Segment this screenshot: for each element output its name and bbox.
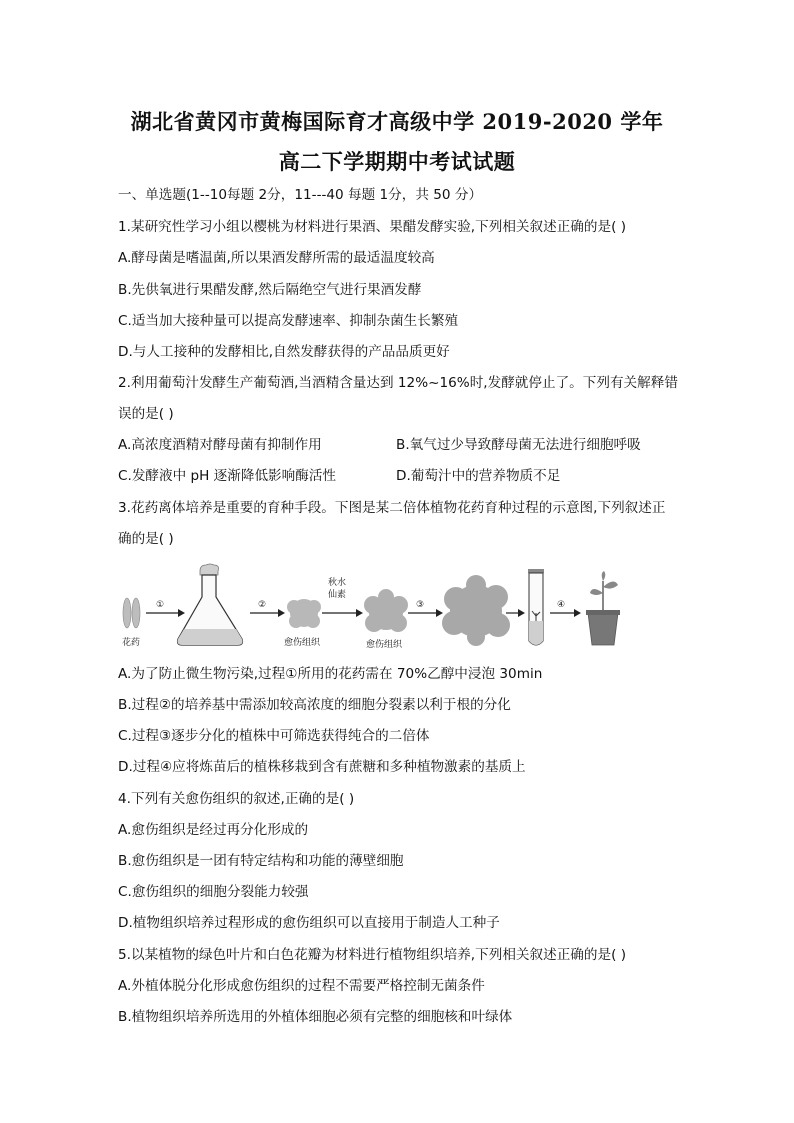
page-subtitle: 高二下学期期中考试试题 (278, 149, 516, 174)
page-title: 湖北省黄冈市黄梅国际育才高级中学 2019-2020 学年 (130, 109, 664, 134)
test-tube-icon (528, 569, 544, 645)
label-callus-2: 愈伤组织 (366, 640, 403, 650)
question-3-stem-line2: 确的是( ) (118, 531, 174, 547)
question-5-option-a: A.外植体脱分化形成愈伤组织的过程不需要严格控制无菌条件 (118, 978, 485, 994)
question-1-option-a: A.酵母菌是嗜温菌,所以果酒发酵所需的最适温度较高 (118, 250, 435, 266)
label-anther: 花药 (122, 638, 141, 648)
question-3-stem-line1: 3.花药离体培养是重要的育种手段。下图是某二倍体植物花药育种过程的示意图,下列叙述正 (118, 500, 666, 516)
arrow-step-4 (550, 609, 581, 617)
question-3-option-d: D.过程④应将炼苗后的植株移栽到含有蔗糖和多种植物激素的基质上 (118, 759, 526, 775)
seedling-cluster-icon (442, 575, 510, 646)
question-1-option-c: C.适当加大接种量可以提高发酵速率、抑制杂菌生长繁殖 (118, 313, 459, 329)
question-2-stem-line1: 2.利用葡萄汁发酵生产葡萄酒,当酒精含量达到 12%~16%时,发酵就停止了。下列有关解释错 (118, 375, 678, 391)
arrow-colchicine (322, 609, 363, 617)
question-2-option-c: C.发酵液中 pH 逐渐降低影响酶活性 (118, 468, 337, 484)
arrow-to-tube (506, 609, 525, 617)
question-3-option-a: A.为了防止微生物污染,过程①所用的花药需在 70%乙醇中浸泡 30min (118, 666, 543, 682)
step-2-label: ② (258, 600, 267, 610)
question-1-option-b: B.先供氧进行果醋发酵,然后隔绝空气进行果酒发酵 (118, 282, 422, 298)
callus-small-icon (287, 599, 321, 628)
arrow-step-1 (146, 609, 185, 617)
question-2-option-a: A.高浓度酒精对酵母菌有抑制作用 (118, 437, 322, 453)
question-5-option-b: B.植物组织培养所选用的外植体细胞必须有完整的细胞核和叶绿体 (118, 1009, 513, 1025)
label-colchicine-2: 仙素 (328, 590, 347, 600)
potted-plant-icon (586, 571, 620, 645)
section-heading: 一、单选题(1--10每题 2分，11---40 每题 1分，共 50 分） (118, 187, 483, 203)
question-2-option-d: D.葡萄汁中的营养物质不足 (396, 468, 561, 484)
arrow-step-2 (250, 609, 285, 617)
question-4-option-d: D.植物组织培养过程形成的愈伤组织可以直接用于制造人工种子 (118, 915, 500, 931)
question-1-option-d: D.与人工接种的发酵相比,自然发酵获得的产品品质更好 (118, 344, 450, 360)
flask-icon (178, 564, 243, 645)
question-3-option-c: C.过程③逐步分化的植株中可筛选获得纯合的二倍体 (118, 728, 430, 744)
step-4-label: ④ (557, 600, 566, 610)
question-4-stem: 4.下列有关愈伤组织的叙述,正确的是( ) (118, 791, 355, 807)
question-3-option-b: B.过程②的培养基中需添加较高浓度的细胞分裂素以利于根的分化 (118, 697, 511, 713)
label-colchicine-1: 秋水 (328, 578, 347, 588)
callus-large-icon (364, 589, 408, 632)
anther-culture-diagram (118, 563, 638, 663)
question-4-option-a: A.愈伤组织是经过再分化形成的 (118, 822, 309, 838)
arrow-step-3 (408, 609, 443, 617)
question-2-stem-line2: 误的是( ) (118, 406, 174, 422)
label-callus-1: 愈伤组织 (284, 638, 321, 648)
question-2-option-b: B.氧气过少导致酵母菌无法进行细胞呼吸 (396, 437, 641, 453)
step-3-label: ③ (416, 600, 425, 610)
question-1-stem: 1.某研究性学习小组以樱桃为材料进行果酒、果醋发酵实验,下列相关叙述正确的是( ) (118, 219, 626, 235)
step-1-label: ① (156, 600, 165, 610)
question-4-option-b: B.愈伤组织是一团有特定结构和功能的薄壁细胞 (118, 853, 404, 869)
question-5-stem: 5.以某植物的绿色叶片和白色花瓣为材料进行植物组织培养,下列相关叙述正确的是( ) (118, 947, 626, 963)
question-4-option-c: C.愈伤组织的细胞分裂能力较强 (118, 884, 309, 900)
anther-icon (123, 598, 140, 628)
